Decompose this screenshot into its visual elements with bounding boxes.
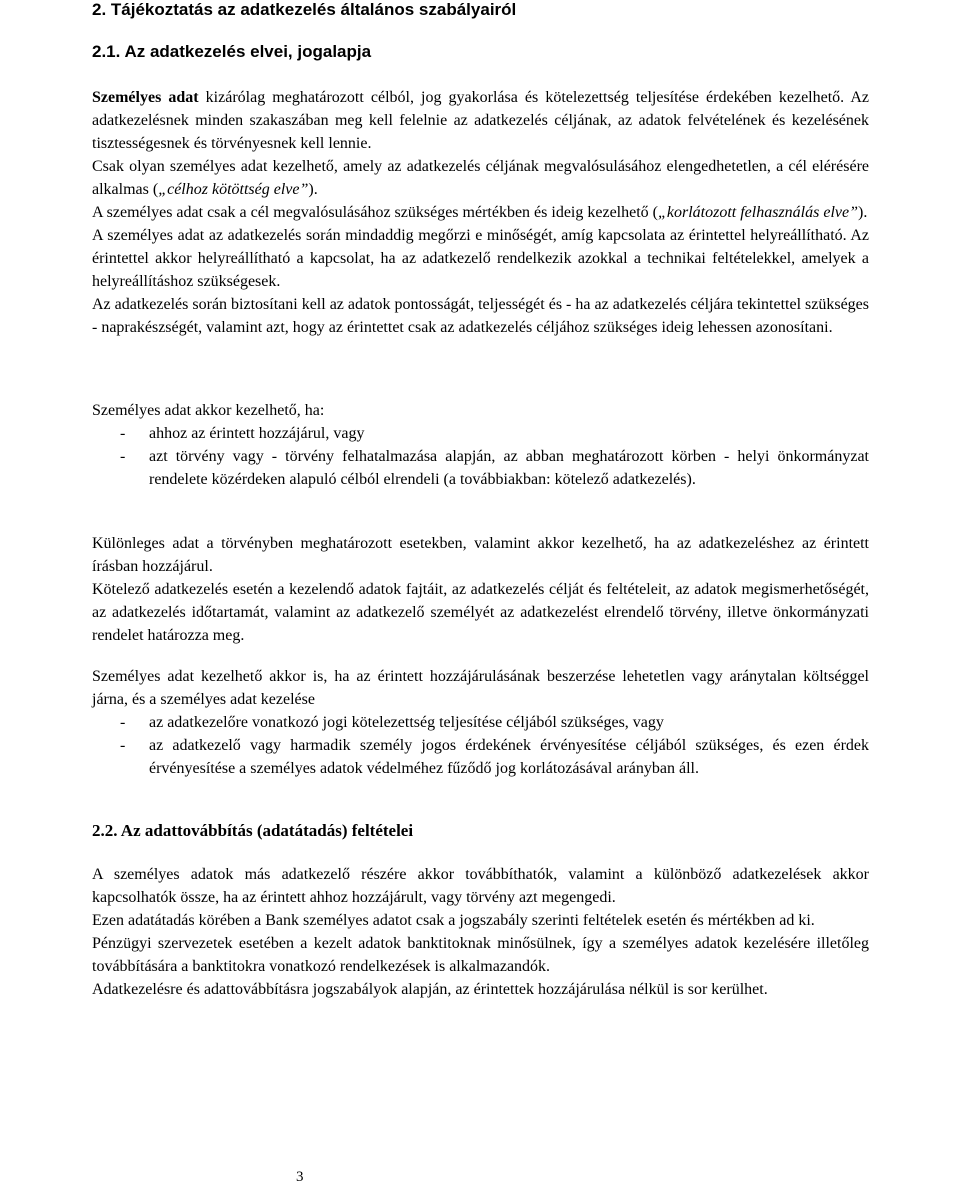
section-heading-2: 2. Tájékoztatás az adatkezelés általános szabályairól xyxy=(92,0,517,19)
principles-block xyxy=(92,86,869,339)
mandatory-processing-paragraph: Kötelező adatkezelés esetén a kezelendő adatok fajtáit, az adatkezelés célját és feltételeit, az adatok megismerhetőségét, az adatkezelés időtartamát, valamint az adatkezelő személyét az adatkezelést elrendelő törvény, illetve önkormányzati rendelet határozza meg. xyxy=(92,581,869,644)
special-data-block xyxy=(92,532,869,647)
list-item: - az adatkezelő vagy harmadik személy jogos érdekének érvényesítése céljából szükséges, és ezen érdek érvényesítése a személyes adatok védelméhez fűződő jog korlátozásával arányban áll. xyxy=(120,737,869,777)
transfer-paragraph-1: A személyes adatok más adatkezelő részére akkor továbbíthatók, valamint a különböző adatkezelések akkor kapcsolhatók össze, ha az érintett ahhoz hozzájárult, vagy törvény azt megengedi. xyxy=(92,866,869,906)
consent-exception-intro: Személyes adat kezelhető akkor is, ha az érintett hozzájárulásának beszerzése lehetetlen vagy aránytalan költséggel járna, és a személyes adat kezelése xyxy=(92,668,869,708)
special-data-paragraph: Különleges adat a törvényben meghatározott esetekben, valamint akkor kezelhető, ha az adatkezeléshez az érintett írásban hozzájárul. xyxy=(92,535,869,575)
transfer-paragraph-3: Pénzügyi szervezetek esetében a kezelt adatok banktitoknak minősülnek, így a személyes adatok kezelésére illetőleg továbbítására a banktitokra vonatkozó rendelkezések is alkalmazandók. xyxy=(92,935,869,975)
principles-paragraph-5: Az adatkezelés során biztosítani kell az adatok pontosságát, teljességét és - ha az adatkezelés céljára tekintettel szükséges - naprakészségét, valamint azt, hogy az érintettet csak az adatkezelés céljához szükséges ideig lehessen azonosítani. xyxy=(92,296,869,336)
consent-exception-block xyxy=(92,665,869,780)
list-item: - ahhoz az érintett hozzájárul, vagy xyxy=(120,425,365,442)
section-heading-2-1: 2.1. Az adatkezelés elvei, jogalapja xyxy=(92,42,372,61)
term-personal-data: Személyes adat xyxy=(92,89,199,106)
lawful-basis-block xyxy=(92,399,869,491)
principles-paragraph-4: A személyes adat az adatkezelés során mindaddig megőrzi e minőségét, amíg kapcsolata az érintettel helyreállítható. Az érintettel akkor helyreállítható a kapcsolat, ha az adatkezelő rendelkezik azokkal a technikai feltételekkel, amelyek a helyreállításhoz szükségesek. xyxy=(92,227,869,290)
lawful-basis-list xyxy=(92,422,869,491)
principles-paragraph-1: Személyes adat kizárólag meghatározott célból, jog gyakorlása és kötelezettség teljesítése érdekében kezelhető. Az adatkezelésnek minden szakaszában meg kell felelnie az adatkezelés céljának, az adatok felvételének és kezelésének tisztességesnek és törvényesnek kell lennie. xyxy=(92,89,869,152)
principles-paragraph-2: Csak olyan személyes adat kezelhető, amely az adatkezelés céljának megvalósulásához elengedhetetlen, a cél elérésére alkalmas („célhoz kötöttség elve”). xyxy=(92,158,869,198)
transfer-block xyxy=(92,863,869,1001)
section-heading-2-2: 2.2. Az adattovábbítás (adatátadás) feltételei xyxy=(92,821,414,840)
transfer-paragraph-2: Ezen adatátadás körében a Bank személyes adatot csak a jogszabály szerinti feltételek esetén és mértékben ad ki. xyxy=(92,912,815,929)
list-item: - azt törvény vagy - törvény felhatalmazása alapján, az abban meghatározott körben - helyi önkormányzat rendelete közérdeken alapuló célból elrendeli (a továbbiakban: kötelező adatkezelés). xyxy=(120,448,869,488)
principles-paragraph-3: A személyes adat csak a cél megvalósulásához szükséges mértékben és ideig kezelhető („korlátozott felhasználás elve”). xyxy=(92,204,868,221)
page-number: 3 xyxy=(296,1169,304,1185)
transfer-paragraph-4: Adatkezelésre és adattovábbításra jogszabályok alapján, az érintettek hozzájárulása nélkül is sor kerülhet. xyxy=(92,981,768,998)
consent-exception-list xyxy=(92,711,869,780)
list-item: - az adatkezelőre vonatkozó jogi kötelezettség teljesítése céljából szükséges, vagy xyxy=(120,714,664,731)
lawful-basis-intro: Személyes adat akkor kezelhető, ha: xyxy=(92,402,325,419)
